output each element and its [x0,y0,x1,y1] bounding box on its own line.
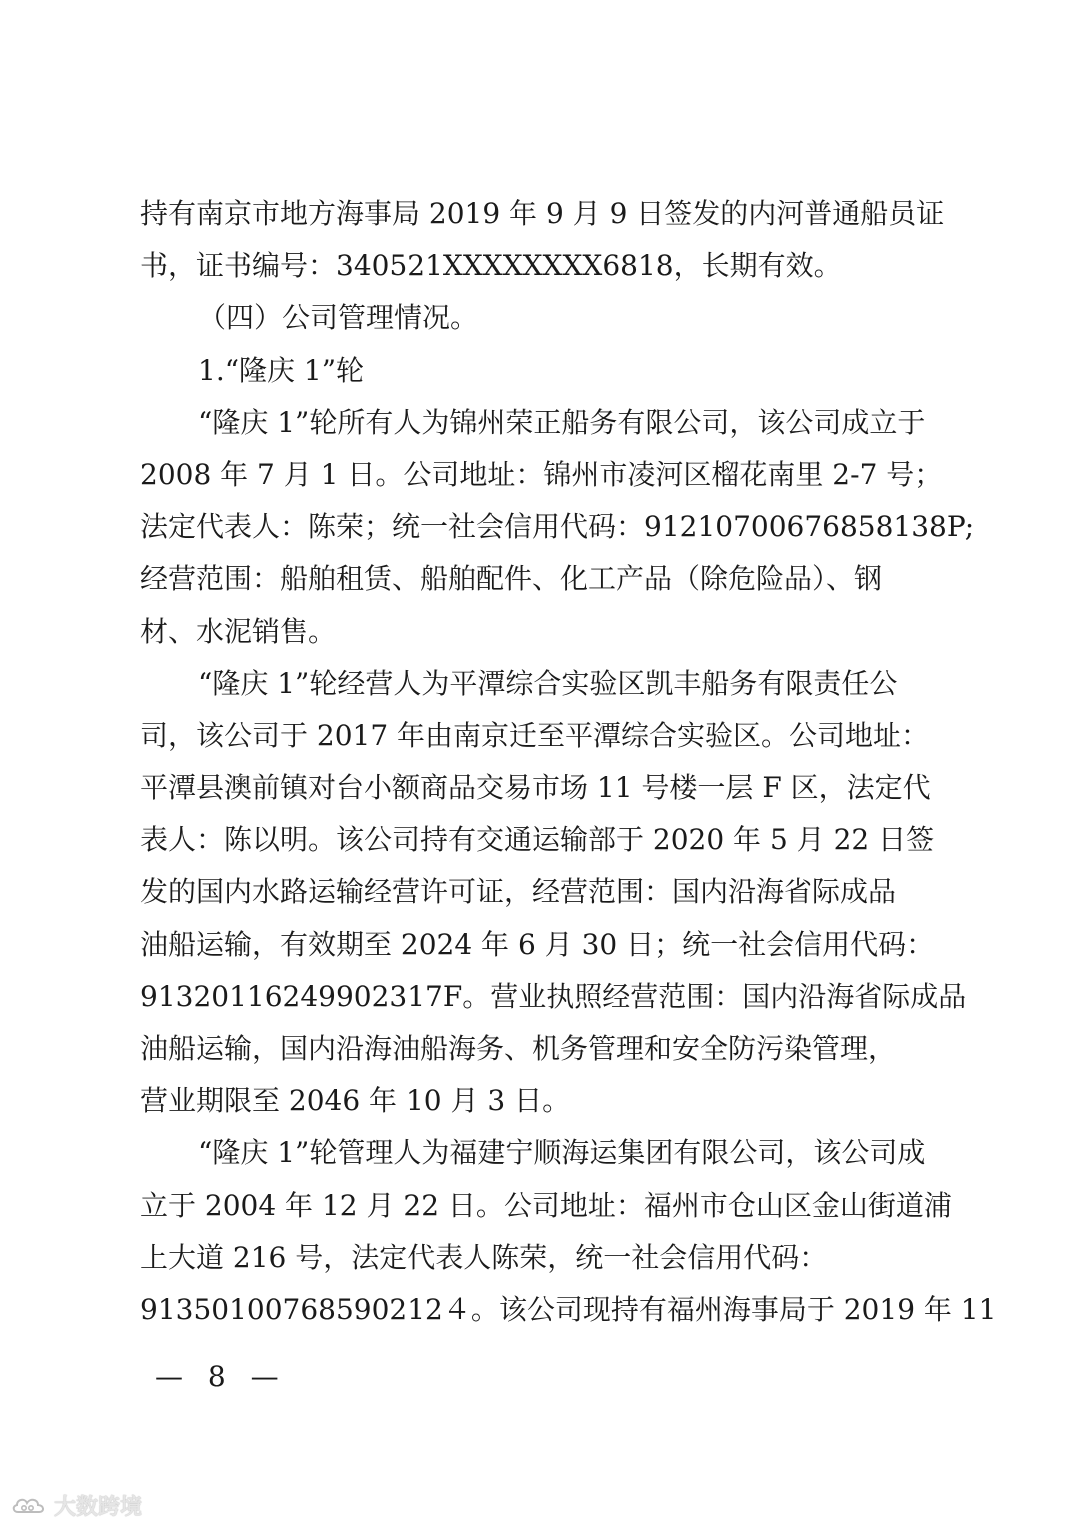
text-line: 表人：陈以明。该公司持有交通运输部于 2020 年 5 月 22 日签 [140,823,935,857]
document-body [140,188,997,1336]
cloud-logo-icon [10,1494,50,1518]
text-line: 91350100768590212４。该公司现持有福州海事局于 2019 年 11 [140,1292,997,1326]
page-number: — 8 — [155,1360,287,1393]
text-line: 发的国内水路运输经营许可证，经营范围：国内沿海省际成品 [140,875,897,909]
text-line: “隆庆 1”轮管理人为福建宁顺海运集团有限公司，该公司成 [198,1136,926,1170]
text-line: “隆庆 1”轮所有人为锦州荣正船务有限公司，该公司成立于 [198,405,926,439]
watermark-text: 大数跨境 [54,1495,143,1520]
text-line: 法定代表人：陈荣；统一社会信用代码：91210700676858138P; [140,510,975,544]
subsection-heading: 1.“隆庆 1”轮 [198,353,365,387]
text-line: 营业期限至 2046 年 10 月 3 日。 [140,1084,571,1118]
text-line: 持有南京市地方海事局 2019 年 9 月 9 日签发的内河普通船员证 [140,197,945,230]
text-line: 经营范围：船舶租赁、船舶配件、化工产品（除危险品）、钢 [140,562,883,596]
text-line: 司，该公司于 2017 年由南京迁至平潭综合实验区。公司地址： [140,718,930,752]
text-line: 书，证书编号：340521XXXXXXXX6818，长期有效。 [140,249,842,283]
text-line: 91320116249902317F。营业执照经营范围：国内沿海省际成品 [140,979,967,1013]
section-heading: （四）公司管理情况。 [198,301,479,335]
text-line: 立于 2004 年 12 月 22 日。公司地址：福州市仓山区金山街道浦 [140,1188,952,1222]
text-line: 2008 年 7 月 1 日。公司地址：锦州市凌河区榴花南里 2-7 号； [140,457,943,491]
watermark [10,1490,142,1521]
text-line: 油船运输，有效期至 2024 年 6 月 30 日；统一社会信用代码： [140,927,935,961]
text-line: “隆庆 1”轮经营人为平潭综合实验区凯丰船务有限责任公 [198,666,898,700]
text-line: 平潭县澳前镇对台小额商品交易市场 11 号楼一层 F 区，法定代 [140,771,931,805]
text-line: 材、水泥销售。 [140,614,337,648]
text-line: 油船运输，国内沿海油船海务、机务管理和安全防污染管理， [140,1032,897,1065]
text-line: 上大道 216 号，法定代表人陈荣，统一社会信用代码： [140,1240,828,1274]
